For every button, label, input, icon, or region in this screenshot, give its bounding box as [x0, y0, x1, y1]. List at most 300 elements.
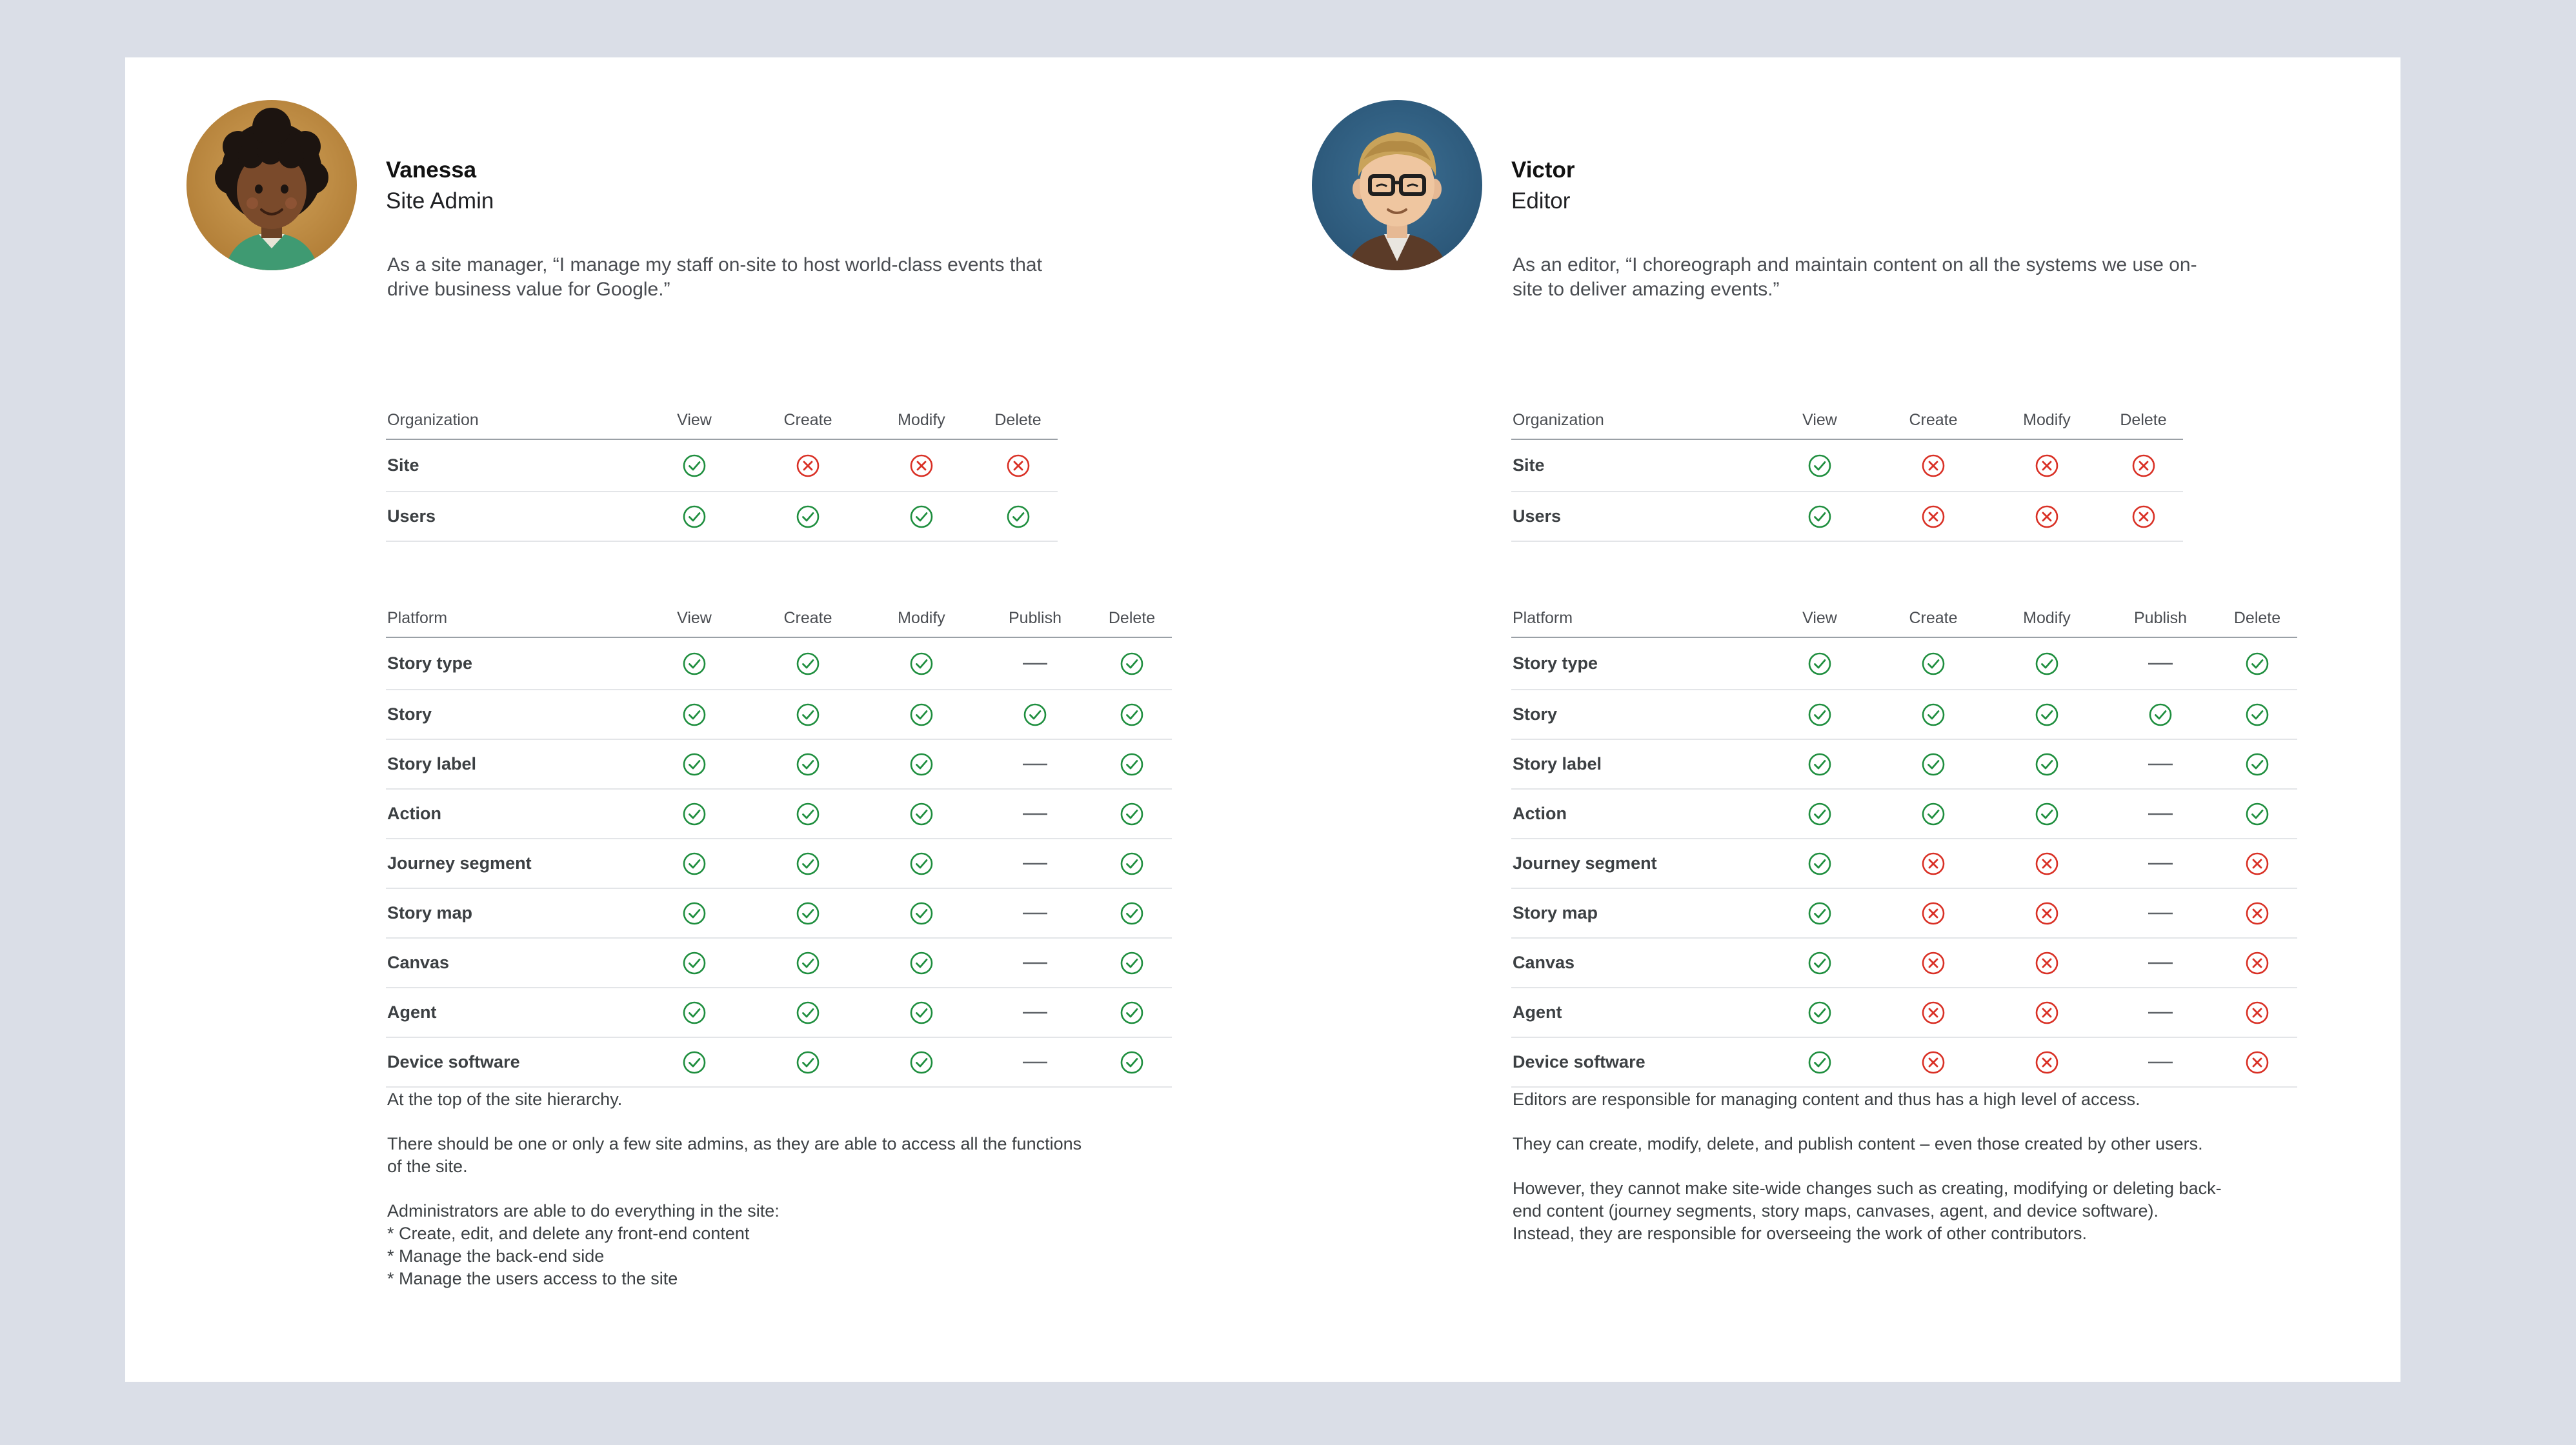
list-item: * Manage the users access to the site — [387, 1269, 678, 1288]
allowed-check-icon — [1921, 802, 1946, 826]
not-applicable-dash-icon — [1023, 752, 1047, 777]
not-applicable-dash-icon — [1023, 802, 1047, 826]
permission-cell — [1990, 988, 2104, 1037]
allowed-check-icon — [2245, 802, 2269, 826]
platform-permissions-table — [1511, 600, 2297, 1088]
column-header-create: Create — [751, 600, 865, 637]
denied-x-icon — [1921, 1001, 1946, 1025]
permission-cell — [2104, 888, 2217, 938]
column-header-delete: Delete — [2217, 600, 2297, 637]
permission-cell — [1990, 938, 2104, 988]
permission-cell — [751, 492, 865, 541]
row-label: Users — [1511, 492, 1763, 541]
permission-cell — [978, 789, 1092, 839]
permission-cell — [1877, 789, 1990, 839]
allowed-check-icon — [1120, 802, 1144, 826]
denied-x-icon — [2245, 1050, 2269, 1075]
column-header-modify: Modify — [1990, 600, 2104, 637]
allowed-check-icon — [796, 703, 820, 727]
denied-x-icon — [2245, 901, 2269, 926]
table-row — [1511, 439, 2183, 492]
row-label: Agent — [386, 988, 638, 1037]
allowed-check-icon — [682, 951, 707, 975]
table-row — [1511, 988, 2297, 1037]
permission-cell — [1763, 789, 1877, 839]
permission-cell — [1092, 637, 1172, 690]
row-label: Story map — [1511, 888, 1763, 938]
column-header-modify: Modify — [865, 402, 978, 439]
permission-cell — [2217, 1037, 2297, 1087]
permission-cell — [865, 938, 978, 988]
permission-cell — [1763, 690, 1877, 739]
description-paragraph: They can create, modify, delete, and publish content – even those created by other users. — [1513, 1134, 2203, 1153]
table-row — [1511, 839, 2297, 888]
allowed-check-icon — [909, 752, 934, 777]
denied-x-icon — [2035, 504, 2059, 529]
role-description — [1513, 1088, 2222, 1267]
allowed-check-icon — [796, 951, 820, 975]
capability-list — [387, 1222, 1097, 1290]
not-applicable-dash-icon — [2148, 852, 2173, 876]
denied-x-icon — [2035, 901, 2059, 926]
permission-cell — [638, 439, 751, 492]
denied-x-icon — [2035, 453, 2059, 478]
allowed-check-icon — [909, 852, 934, 876]
table-row — [386, 1037, 1172, 1087]
list-item: * Manage the back-end side — [387, 1246, 605, 1266]
allowed-check-icon — [1921, 752, 1946, 777]
table-header-row — [386, 402, 1058, 439]
allowed-check-icon — [1807, 1050, 1832, 1075]
denied-x-icon — [1921, 1050, 1946, 1075]
permission-cell — [1763, 739, 1877, 789]
permission-cell — [638, 739, 751, 789]
denied-x-icon — [2035, 951, 2059, 975]
table-row — [386, 988, 1172, 1037]
row-label: Site — [386, 439, 638, 492]
permission-cell — [2104, 439, 2183, 492]
permission-cell — [751, 888, 865, 938]
allowed-check-icon — [682, 453, 707, 478]
denied-x-icon — [909, 453, 934, 478]
permission-cell — [2217, 690, 2297, 739]
allowed-check-icon — [1023, 703, 1047, 727]
permission-cell — [1990, 739, 2104, 789]
permission-cell — [1877, 637, 1990, 690]
permission-cell — [1990, 888, 2104, 938]
permission-cell — [2217, 637, 2297, 690]
allowed-check-icon — [2035, 802, 2059, 826]
not-applicable-dash-icon — [2148, 802, 2173, 826]
table-row — [386, 839, 1172, 888]
not-applicable-dash-icon — [1023, 652, 1047, 676]
allowed-check-icon — [796, 802, 820, 826]
denied-x-icon — [1921, 852, 1946, 876]
row-label: Device software — [386, 1037, 638, 1087]
permission-cell — [1990, 839, 2104, 888]
row-label: Action — [386, 789, 638, 839]
permission-cell — [978, 988, 1092, 1037]
row-label: Journey segment — [386, 839, 638, 888]
permission-cell — [978, 492, 1058, 541]
denied-x-icon — [2035, 1050, 2059, 1075]
permission-cell — [638, 637, 751, 690]
denied-x-icon — [1921, 951, 1946, 975]
permission-cell — [978, 690, 1092, 739]
denied-x-icon — [796, 453, 820, 478]
denied-x-icon — [2035, 1001, 2059, 1025]
denied-x-icon — [2245, 1001, 2269, 1025]
permission-cell — [1990, 637, 2104, 690]
permission-cell — [1877, 938, 1990, 988]
table-row — [1511, 789, 2297, 839]
denied-x-icon — [2131, 453, 2156, 478]
description-paragraph: There should be one or only a few site admins, as they are able to access all the functions of the site. — [387, 1134, 1082, 1176]
table-row — [1511, 888, 2297, 938]
allowed-check-icon — [682, 802, 707, 826]
allowed-check-icon — [1807, 703, 1832, 727]
column-header-delete: Delete — [978, 402, 1058, 439]
allowed-check-icon — [796, 652, 820, 676]
column-header-view: View — [1763, 402, 1877, 439]
column-header-create: Create — [1877, 600, 1990, 637]
column-header-publish: Publish — [2104, 600, 2217, 637]
permission-cell — [1877, 690, 1990, 739]
allowed-check-icon — [909, 504, 934, 529]
permission-cell — [1877, 739, 1990, 789]
permission-cell — [2217, 988, 2297, 1037]
persona-name: Victor — [1511, 157, 1575, 183]
column-header-view: View — [1763, 600, 1877, 637]
row-label: Story type — [386, 637, 638, 690]
not-applicable-dash-icon — [2148, 652, 2173, 676]
persona-role: Site Admin — [386, 188, 494, 214]
table-row — [386, 888, 1172, 938]
description-paragraph: At the top of the site hierarchy. — [387, 1090, 623, 1109]
permission-cell — [1990, 492, 2104, 541]
organization-permissions-table — [386, 402, 1058, 542]
permission-cell — [1092, 988, 1172, 1037]
row-label: Story — [1511, 690, 1763, 739]
table-row — [1511, 938, 2297, 988]
allowed-check-icon — [682, 1050, 707, 1075]
permission-cell — [2104, 988, 2217, 1037]
row-label: Canvas — [1511, 938, 1763, 988]
table-row — [386, 739, 1172, 789]
permission-cell — [2104, 938, 2217, 988]
allowed-check-icon — [909, 951, 934, 975]
permission-cell — [865, 888, 978, 938]
allowed-check-icon — [2245, 752, 2269, 777]
permission-cell — [865, 739, 978, 789]
permission-cell — [865, 637, 978, 690]
row-label: Action — [1511, 789, 1763, 839]
column-header-view: View — [638, 600, 751, 637]
not-applicable-dash-icon — [1023, 951, 1047, 975]
allowed-check-icon — [1807, 901, 1832, 926]
allowed-check-icon — [1807, 752, 1832, 777]
description-paragraph: However, they cannot make site-wide changes such as creating, modifying or deleting back-end content (journey segments, story maps, canvases, agent, and device software). Instead, they are responsible for overseeing the work of other contributors. — [1513, 1179, 2222, 1243]
permission-cell — [751, 1037, 865, 1087]
vanessa-avatar-icon — [186, 100, 357, 270]
permission-cell — [978, 839, 1092, 888]
allowed-check-icon — [1006, 504, 1031, 529]
denied-x-icon — [2131, 504, 2156, 529]
permission-cell — [2217, 789, 2297, 839]
permission-cell — [751, 690, 865, 739]
victor-avatar-icon — [1312, 100, 1482, 270]
allowed-check-icon — [1921, 703, 1946, 727]
table-row — [386, 938, 1172, 988]
row-label: Story map — [386, 888, 638, 938]
table-row — [1511, 690, 2297, 739]
permission-cell — [1990, 1037, 2104, 1087]
allowed-check-icon — [1120, 852, 1144, 876]
allowed-check-icon — [2148, 703, 2173, 727]
denied-x-icon — [2035, 852, 2059, 876]
permission-cell — [1092, 839, 1172, 888]
permission-cell — [1092, 739, 1172, 789]
allowed-check-icon — [682, 752, 707, 777]
platform-permissions-table — [386, 600, 1172, 1088]
column-header-modify: Modify — [1990, 402, 2104, 439]
permission-cell — [1877, 439, 1990, 492]
list-item: * Create, edit, and delete any front-end content — [387, 1224, 750, 1243]
allowed-check-icon — [1120, 652, 1144, 676]
permission-cell — [638, 789, 751, 839]
permission-cell — [978, 938, 1092, 988]
allowed-check-icon — [796, 1001, 820, 1025]
allowed-check-icon — [682, 504, 707, 529]
row-label: Story label — [1511, 739, 1763, 789]
not-applicable-dash-icon — [1023, 901, 1047, 926]
table-header-row — [1511, 402, 2183, 439]
allowed-check-icon — [1807, 951, 1832, 975]
allowed-check-icon — [682, 1001, 707, 1025]
column-header-delete: Delete — [1092, 600, 1172, 637]
allowed-check-icon — [1120, 951, 1144, 975]
allowed-check-icon — [796, 504, 820, 529]
allowed-check-icon — [1921, 652, 1946, 676]
table-row — [1511, 637, 2297, 690]
table-group-header: Platform — [1511, 600, 1763, 637]
row-label: Story label — [386, 739, 638, 789]
denied-x-icon — [1921, 453, 1946, 478]
allowed-check-icon — [1807, 802, 1832, 826]
role-description — [387, 1088, 1097, 1290]
row-label: Story type — [1511, 637, 1763, 690]
permission-cell — [1763, 492, 1877, 541]
column-header-create: Create — [1877, 402, 1990, 439]
persona-role: Editor — [1511, 188, 1571, 214]
allowed-check-icon — [1120, 703, 1144, 727]
permission-cell — [1763, 839, 1877, 888]
permission-cell — [2104, 839, 2217, 888]
permission-cell — [638, 938, 751, 988]
table-row — [386, 439, 1058, 492]
allowed-check-icon — [909, 652, 934, 676]
permission-cell — [638, 492, 751, 541]
allowed-check-icon — [909, 1001, 934, 1025]
row-label: Journey segment — [1511, 839, 1763, 888]
permission-cell — [1763, 439, 1877, 492]
permission-cell — [1763, 988, 1877, 1037]
not-applicable-dash-icon — [2148, 1050, 2173, 1075]
permission-cell — [978, 888, 1092, 938]
not-applicable-dash-icon — [1023, 1001, 1047, 1025]
permission-cell — [2104, 637, 2217, 690]
permission-cell — [865, 1037, 978, 1087]
table-group-header: Organization — [386, 402, 638, 439]
allowed-check-icon — [2035, 703, 2059, 727]
permission-cell — [751, 739, 865, 789]
permission-cell — [2217, 938, 2297, 988]
allowed-check-icon — [1807, 453, 1832, 478]
not-applicable-dash-icon — [1023, 852, 1047, 876]
allowed-check-icon — [682, 852, 707, 876]
permission-cell — [865, 439, 978, 492]
permission-cell — [1877, 988, 1990, 1037]
permission-cell — [2104, 739, 2217, 789]
allowed-check-icon — [796, 852, 820, 876]
permission-cell — [978, 439, 1058, 492]
allowed-check-icon — [796, 901, 820, 926]
persona-card — [125, 57, 2400, 1382]
table-row — [1511, 492, 2183, 541]
column-header-delete: Delete — [2104, 402, 2183, 439]
allowed-check-icon — [682, 652, 707, 676]
permission-cell — [2104, 492, 2183, 541]
allowed-check-icon — [2245, 652, 2269, 676]
denied-x-icon — [1921, 901, 1946, 926]
permission-cell — [638, 1037, 751, 1087]
allowed-check-icon — [1807, 504, 1832, 529]
permission-cell — [978, 1037, 1092, 1087]
allowed-check-icon — [1120, 752, 1144, 777]
allowed-check-icon — [1807, 852, 1832, 876]
organization-permissions-table — [1511, 402, 2183, 542]
allowed-check-icon — [1807, 652, 1832, 676]
table-header-row — [386, 600, 1172, 637]
table-row — [386, 690, 1172, 739]
permission-cell — [638, 988, 751, 1037]
allowed-check-icon — [909, 703, 934, 727]
row-label: Site — [1511, 439, 1763, 492]
permission-cell — [1763, 938, 1877, 988]
permission-cell — [1990, 789, 2104, 839]
permission-cell — [865, 789, 978, 839]
permission-cell — [751, 439, 865, 492]
permission-cell — [2104, 690, 2217, 739]
allowed-check-icon — [796, 752, 820, 777]
persona-quote: As an editor, “I choreograph and maintain content on all the systems we use on-site to deliver amazing events.” — [1513, 254, 2197, 300]
description-paragraph: Administrators are able to do everything in the site: — [387, 1201, 780, 1221]
not-applicable-dash-icon — [1023, 1050, 1047, 1075]
permission-cell — [1763, 1037, 1877, 1087]
table-row — [1511, 1037, 2297, 1087]
permission-cell — [1092, 789, 1172, 839]
permission-cell — [751, 839, 865, 888]
allowed-check-icon — [2035, 652, 2059, 676]
permission-cell — [1763, 888, 1877, 938]
allowed-check-icon — [909, 1050, 934, 1075]
allowed-check-icon — [796, 1050, 820, 1075]
row-label: Agent — [1511, 988, 1763, 1037]
permission-cell — [1877, 492, 1990, 541]
denied-x-icon — [2245, 951, 2269, 975]
table-row — [1511, 739, 2297, 789]
allowed-check-icon — [1120, 1001, 1144, 1025]
permission-cell — [638, 690, 751, 739]
permission-cell — [638, 839, 751, 888]
row-label: Story — [386, 690, 638, 739]
allowed-check-icon — [909, 802, 934, 826]
allowed-check-icon — [1807, 1001, 1832, 1025]
description-paragraph: Editors are responsible for managing content and thus has a high level of access. — [1513, 1090, 2140, 1109]
permission-cell — [751, 789, 865, 839]
column-header-view: View — [638, 402, 751, 439]
row-label: Device software — [1511, 1037, 1763, 1087]
denied-x-icon — [2245, 852, 2269, 876]
permission-cell — [2217, 839, 2297, 888]
table-group-header: Platform — [386, 600, 638, 637]
permission-cell — [2104, 1037, 2217, 1087]
allowed-check-icon — [909, 901, 934, 926]
permission-cell — [2217, 739, 2297, 789]
permission-cell — [638, 888, 751, 938]
permission-cell — [865, 492, 978, 541]
permission-cell — [978, 637, 1092, 690]
permission-cell — [751, 988, 865, 1037]
permission-cell — [1877, 888, 1990, 938]
persona-quote: As a site manager, “I manage my staff on-site to host world-class events that drive business value for Google.” — [387, 254, 1042, 300]
permission-cell — [1092, 888, 1172, 938]
allowed-check-icon — [1120, 901, 1144, 926]
allowed-check-icon — [682, 703, 707, 727]
table-group-header: Organization — [1511, 402, 1763, 439]
permission-cell — [2104, 789, 2217, 839]
allowed-check-icon — [2245, 703, 2269, 727]
not-applicable-dash-icon — [2148, 1001, 2173, 1025]
permission-cell — [1763, 637, 1877, 690]
allowed-check-icon — [2035, 752, 2059, 777]
table-header-row — [1511, 600, 2297, 637]
not-applicable-dash-icon — [2148, 752, 2173, 777]
permission-cell — [2217, 888, 2297, 938]
permission-cell — [1990, 439, 2104, 492]
permission-cell — [865, 988, 978, 1037]
permission-cell — [978, 739, 1092, 789]
not-applicable-dash-icon — [2148, 951, 2173, 975]
denied-x-icon — [1921, 504, 1946, 529]
permission-cell — [865, 839, 978, 888]
table-row — [386, 789, 1172, 839]
not-applicable-dash-icon — [2148, 901, 2173, 926]
allowed-check-icon — [682, 901, 707, 926]
permission-cell — [865, 690, 978, 739]
row-label: Canvas — [386, 938, 638, 988]
persona-name: Vanessa — [386, 157, 477, 183]
permission-cell — [1877, 1037, 1990, 1087]
table-row — [386, 637, 1172, 690]
denied-x-icon — [1006, 453, 1031, 478]
permission-cell — [1990, 690, 2104, 739]
permission-cell — [751, 938, 865, 988]
permission-cell — [1092, 1037, 1172, 1087]
permission-cell — [1092, 690, 1172, 739]
table-row — [386, 492, 1058, 541]
column-header-create: Create — [751, 402, 865, 439]
